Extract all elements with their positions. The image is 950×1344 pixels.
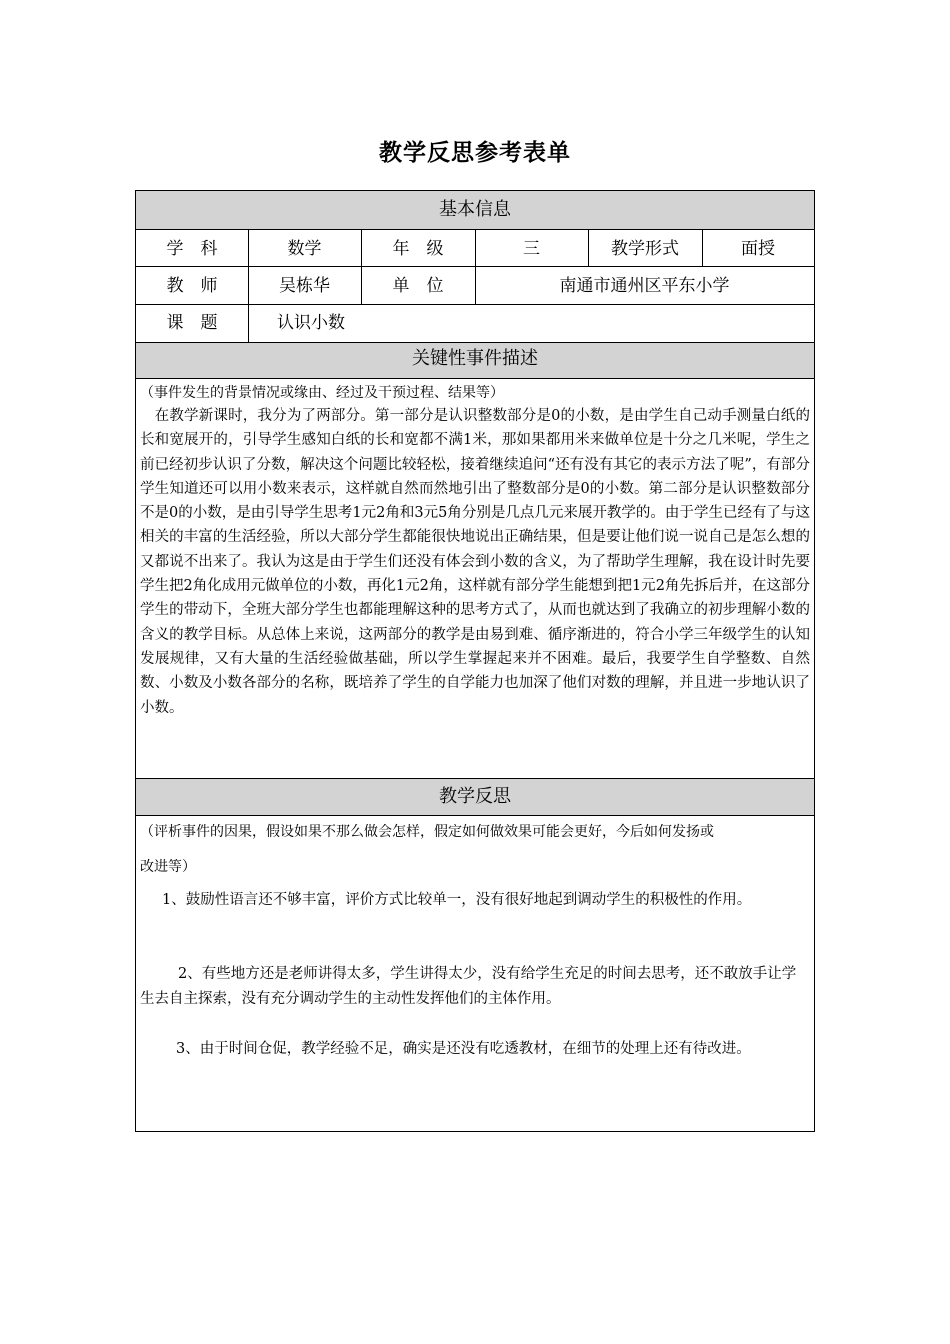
unit-value: 南通市通州区平东小学	[559, 276, 730, 296]
row-divider	[136, 342, 814, 343]
basic-info-heading: 基本信息	[439, 199, 511, 220]
reflection-item-3: 3、由于时间仓促，教学经验不足，确实是还没有吃透教材，在细节的处理上还有待改进。	[176, 1041, 751, 1057]
topic-value: 认识小数	[277, 313, 345, 333]
row-divider	[136, 304, 814, 305]
row-divider	[136, 778, 814, 779]
document-title: 教学反思参考表单	[379, 140, 571, 166]
subject-value: 数学	[287, 239, 322, 259]
grade-label: 年 级	[392, 239, 444, 259]
key-event-description: 在教学新课时，我分为了两部分。第一部分是认识整数部分是0的小数，是由学生自己动手测量白纸的长和宽展开的，引导学生感知白纸的长和宽都不满1米，那如果都用米来做单位是十分之几米呢，学生之前已经初步认识了分数，解决这个问题比较轻松，接着继续追问“还有没有其它的表示方法了呢”，有部分学生知道还可以用小数来表示，这样就自然而然地引出了整数部分是0的小数。第二部分是认识整数部分不是0的小数，是由引导学生思考1元2角和3元5角分别是几点几元来展开教学的。由于学生已经有了与这相关的丰富的生活经验，所以大部分学生都能很快地说出正确结果，但是要让他们说一说自己是怎么想的又都说不出来了。我认为这是由于学生们还没有体会到小数的含义，为了帮助学生理解，我在设计时先要学生把2角化成用元做单位的小数，再化1元2角，这样就有部分学生能想到把1元2角先拆后并，在这部分学生的带动下，全班大部分学生也都能理解这种的思考方式了，从而也就达到了我确立的初步理解小数的含义的教学目标。从总体上来说，这两部分的教学是由易到难、循序渐进的，符合小学三年级学生的认知发展规律，又有大量的生活经验做基础，所以学生掌握起来并不困难。最后，我要学生自学整数、自然数、小数及小数各部分的名称，既培养了学生的自学能力也加深了他们对数的理解，并且进一步地认识了小数。	[140, 408, 810, 716]
reflection-heading: 教学反思	[439, 786, 511, 807]
topic-label: 课 题	[166, 313, 218, 333]
teacher-value: 吴栋华	[279, 276, 330, 296]
unit-label: 单 位	[392, 276, 444, 296]
reflection-item-1: 1、鼓励性语言还不够丰富，评价方式比较单一，没有很好地起到调动学生的积极性的作用。	[162, 892, 752, 908]
reflection-hint-line2: 改进等）	[140, 859, 196, 875]
reflection-item-2: 2、有些地方还是老师讲得太多，学生讲得太少，没有给学生充足的时间去思考，还不敢放手让学生去自主探索，没有充分调动学生的主动性发挥他们的主体作用。	[140, 966, 797, 1007]
row-divider	[136, 378, 814, 379]
row-divider	[136, 815, 814, 816]
teacher-label: 教 师	[166, 276, 218, 296]
subject-label: 学 科	[166, 239, 218, 259]
key-event-heading: 关键性事件描述	[412, 348, 538, 369]
reflection-hint-line1: （评析事件的因果，假设如果不那么做会怎样，假定如何做效果可能会更好，今后如何发扬或	[140, 824, 714, 840]
teaching-form-label: 教学形式	[611, 239, 679, 259]
grade-value: 三	[523, 239, 540, 259]
teaching-form-value: 面授	[741, 239, 775, 259]
key-event-hint: （事件发生的背景情况或缘由、经过及干预过程、结果等）	[140, 385, 504, 401]
reflection-form-table	[135, 190, 815, 1132]
